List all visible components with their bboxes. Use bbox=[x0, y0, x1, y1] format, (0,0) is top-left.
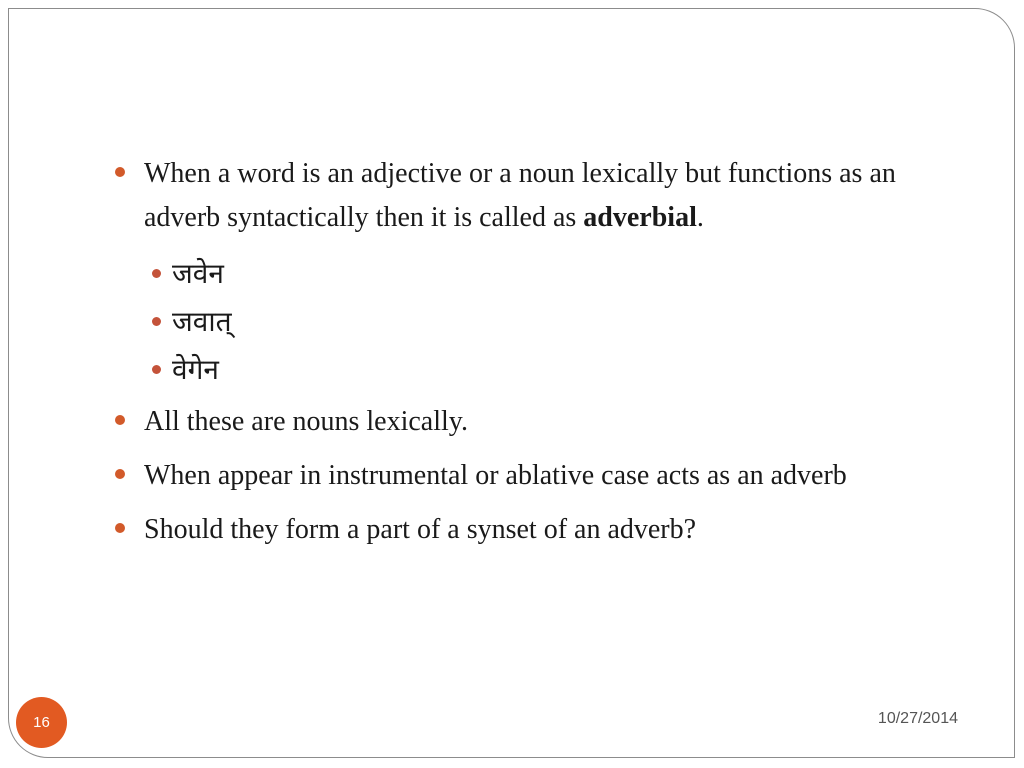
sub-bullet-text: जवेन bbox=[172, 257, 224, 290]
bullet-text: All these are nouns lexically. bbox=[144, 406, 468, 437]
sub-bullet-dot-icon bbox=[152, 365, 161, 374]
bullet-dot-icon bbox=[115, 415, 125, 425]
slide-content bbox=[112, 152, 972, 562]
bullet-item bbox=[112, 508, 972, 552]
slide-date: 10/27/2014 bbox=[877, 710, 958, 727]
page-number-badge: 16 bbox=[16, 697, 67, 748]
sub-bullet-text: जवात् bbox=[172, 305, 232, 338]
sub-bullet-item bbox=[112, 298, 972, 346]
bullet-item bbox=[112, 400, 972, 444]
bullet-dot-icon bbox=[115, 167, 125, 177]
bullet-text: When a word is an adjective or a noun lexically but functions as an adverb syntactically then it is called as bbox=[144, 158, 896, 233]
sub-bullet-text: वेगेन bbox=[172, 353, 219, 386]
bullet-text-suffix: . bbox=[696, 202, 704, 233]
bullet-text: When appear in instrumental or ablative case acts as an adverb bbox=[144, 460, 847, 491]
sub-bullet-item bbox=[112, 346, 972, 394]
bullet-dot-icon bbox=[115, 523, 125, 533]
bullet-item bbox=[112, 454, 972, 498]
bullet-dot-icon bbox=[115, 469, 125, 479]
bullet-text: Should they form a part of a synset of an adverb? bbox=[144, 514, 697, 545]
sub-bullet-item bbox=[112, 250, 972, 298]
sub-bullet-dot-icon bbox=[152, 317, 161, 326]
bullet-bold-term: adverbial bbox=[583, 202, 697, 233]
bullet-item bbox=[112, 152, 972, 240]
sub-bullet-dot-icon bbox=[152, 269, 161, 278]
